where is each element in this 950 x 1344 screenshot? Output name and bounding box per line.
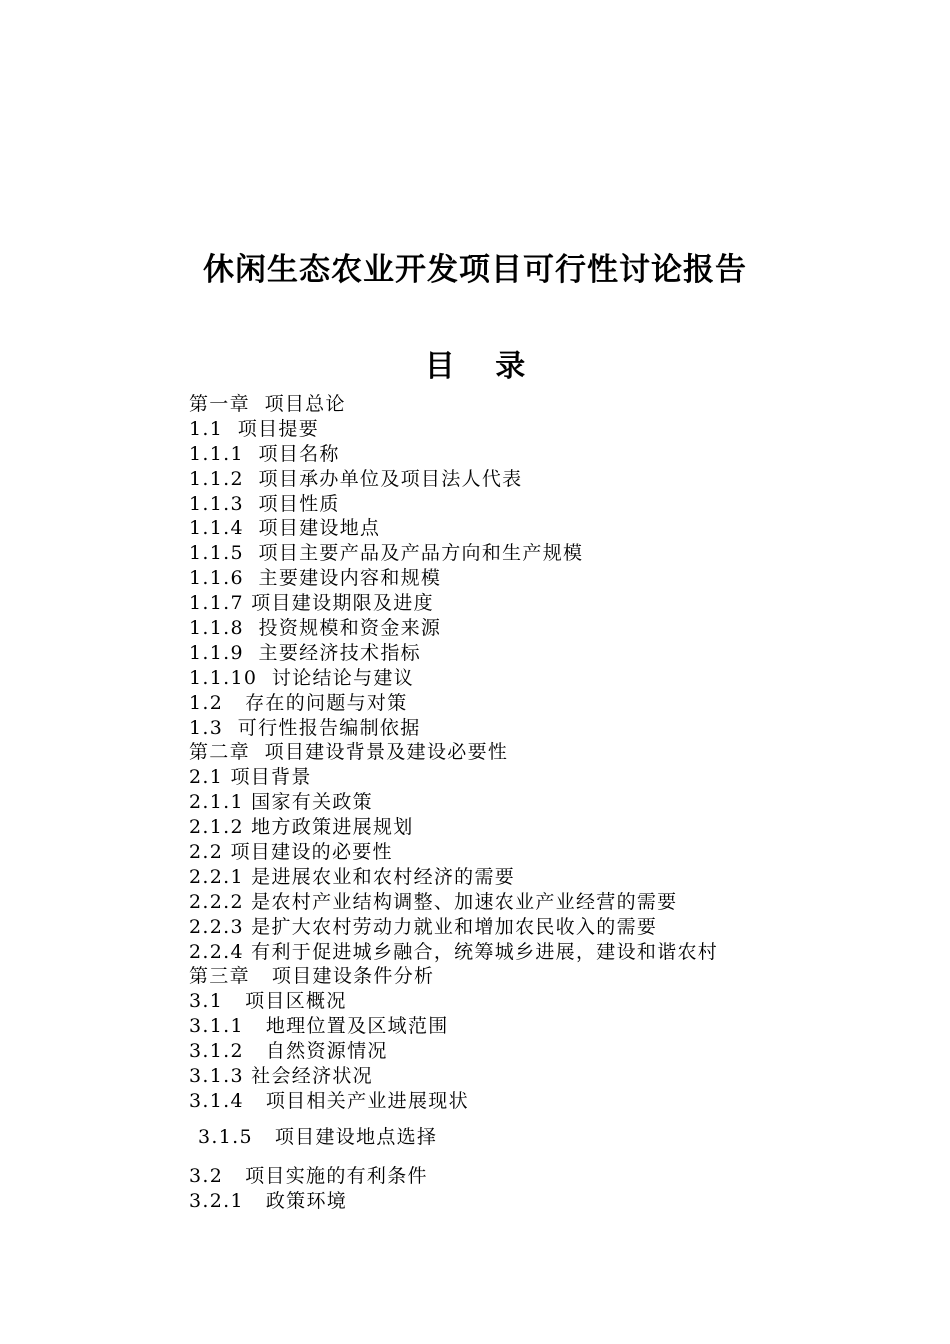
toc-entry: 2.2 项目建设的必要性 [189,841,393,864]
toc-entry: 3.1.1 地理位置及区域范围 [189,1015,449,1038]
toc-entry: 3.1.2 自然资源情况 [189,1040,388,1063]
toc-entry: 1.1.2 项目承办单位及项目法人代表 [189,467,523,490]
toc-entry: 1.1.3 项目性质 [189,492,340,515]
toc-entry: 2.1 项目背景 [189,766,312,789]
toc-entry: 2.2.2 是农村产业结构调整、加速农业产业经营的需要 [189,890,678,913]
toc-entry: 1.3 可行性报告编制依据 [189,716,421,739]
toc-entry: 第二章 项目建设背景及建设必要性 [189,741,509,764]
toc-entry: 2.1.1 国家有关政策 [189,791,373,814]
toc-entry: 1.1.7 项目建设期限及进度 [189,592,434,615]
toc-entry: 1.1 项目提要 [189,417,319,440]
toc-entry: 1.1.5 项目主要产品及产品方向和生产规模 [189,542,584,565]
toc-entry: 第一章 项目总论 [189,393,346,415]
toc-entry: 2.1.2 地方政策进展规划 [189,816,414,839]
toc-heading: 目 录 [424,349,526,384]
toc-entry: 1.2 存在的问题与对策 [189,691,408,714]
table-of-contents [189,392,889,1214]
document-title: 休闲生态农业开发项目可行性讨论报告 [203,252,747,288]
toc-entry: 1.1.6 主要建设内容和规模 [189,567,442,590]
toc-entry: 1.1.4 项目建设地点 [189,517,381,540]
toc-entry: 1.1.8 投资规模和资金来源 [189,617,442,640]
toc-entry: 1.1.1 项目名称 [189,442,340,465]
toc-entry: 1.1.10 讨论结论与建议 [189,666,415,689]
toc-entry: 第三章 项目建设条件分析 [189,965,435,988]
toc-entry: 3.2 项目实施的有利条件 [189,1164,428,1187]
toc-entry: 2.2.3 是扩大农村劳动力就业和增加农民收入的需要 [189,915,658,938]
toc-entry: 3.1.5 项目建设地点选择 [198,1125,438,1148]
toc-entry: 2.2.1 是进展农业和农村经济的需要 [189,865,516,888]
toc-entry: 1.1.9 主要经济技术指标 [189,641,421,664]
toc-entry: 3.2.1 政策环境 [189,1189,348,1212]
toc-entry: 3.1 项目区概况 [189,990,347,1013]
toc-entry: 3.1.3 社会经济状况 [189,1065,373,1088]
toc-entry: 3.1.4 项目相关产业进展现状 [189,1089,469,1112]
toc-entry: 2.2.4 有利于促进城乡融合，统筹城乡进展，建设和谐农村 [189,940,719,963]
